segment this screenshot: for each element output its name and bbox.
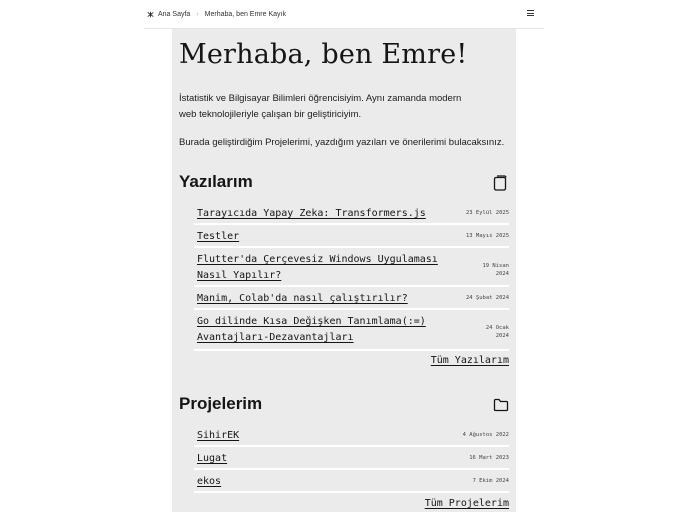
home-label: Ana Sayfa [158,10,191,18]
project-title[interactable]: Lugat [197,453,228,464]
post-item[interactable] [194,252,509,287]
hamburger-menu-icon[interactable] [527,10,534,16]
intro-paragraph-2: Burada geliştirdiğim Projelerimi, yazdığım yazıları ve önerilerimi bulacaksınız. [179,137,505,148]
post-item[interactable] [194,229,509,248]
post-date: 24 Şubat 2024 [465,295,509,301]
post-date: 23 Eylül 2025 [465,210,509,216]
post-title[interactable]: Go dilinde Kısa Değişken Tanımlama(:=) Avantajları-Dezavantajları [197,316,426,343]
page-title: Merhaba, ben Emre! [179,39,468,70]
project-title[interactable]: SihirEK [197,430,240,441]
main-content [172,29,516,512]
project-item[interactable] [194,474,509,493]
breadcrumb-current: Merhaba, ben Emre Kayık [204,10,286,18]
intro-paragraph: İstatistik ve Bilgisayar Bilimleri öğrencisiyim. Aynı zamanda modern web teknolojileriyle çalışan bir geliştiriciyim. [179,93,462,120]
post-title[interactable]: Tarayıcıda Yapay Zeka: Transformers.js [197,208,426,219]
post-title[interactable]: Manim, Colab'da nasıl çalıştırılır? [197,293,408,304]
project-date: 16 Mart 2023 [469,455,509,461]
posts-section-title: Yazılarım [179,172,253,191]
project-title[interactable]: ekos [197,476,222,487]
project-date: 4 Ağustos 2022 [462,432,509,438]
top-bar [144,0,544,28]
post-item[interactable] [194,206,509,225]
home-link[interactable] [147,11,190,18]
logo-icon [147,11,154,18]
breadcrumb-separator: › [196,10,199,18]
post-item[interactable] [194,314,509,351]
all-posts-link[interactable]: Tüm Yazılarım [430,355,509,366]
post-item[interactable] [194,291,509,310]
projects-section-title: Projelerim [179,394,263,413]
folder-icon [493,398,509,412]
project-item[interactable] [194,451,509,470]
document-icon [493,175,507,191]
project-date: 7 Ekim 2024 [472,478,509,484]
all-projects-link[interactable]: Tüm Projelerim [424,498,509,509]
post-title[interactable]: Flutter'da Çerçevesiz Windows Uygulaması Nasıl Yapılır? [197,254,438,281]
post-date: 24 Ocak 2024 [485,325,509,339]
project-item[interactable] [194,428,509,447]
post-date: 13 Mayıs 2025 [465,233,509,239]
post-date: 19 Nisan 2024 [482,263,509,277]
post-title[interactable]: Testler [197,231,240,242]
